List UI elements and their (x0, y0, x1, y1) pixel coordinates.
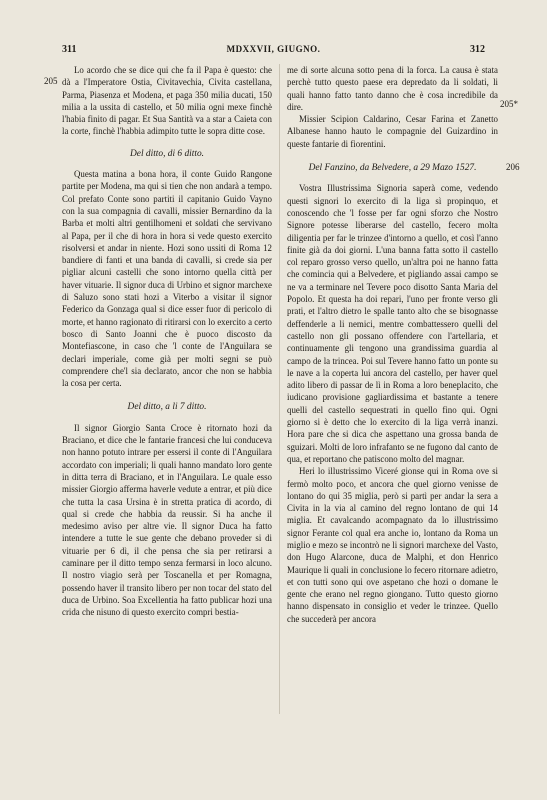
margin-note-206: 206 (506, 162, 520, 172)
right-column (287, 64, 498, 625)
paragraph: Missier Scipion Caldarino, Cesar Farina et Zanetto Albanese hanno hauto le compagnie del Guizardino in queste fantarie di fiorentini. (287, 114, 498, 149)
paragraph: me di sorte alcuna sotto pena di la forca. La causa è stata perchè tutto questo paese era depredato da li soldati, li quali hanno fatto tanto danno che è cosa incredibile da dire. (287, 65, 498, 112)
page-header (0, 44, 547, 60)
dispatch-heading: Del ditto, a li 7 ditto. (127, 402, 207, 413)
paragraph: Questa matina a bona hora, il conte Guido Rangone partite per Modena, ma qui si tien che non andarà a tempo. Col prefato Conte sono partiti il capitanio Guido Vayno con la sua compagnia di cavalli, missier Bernardino da la Barba et molti altri gentilhomeni et soldati che servivano al Papa, per il che di hora in hora si vede questo exercito risolversi et andar in niente. Hozi sono ussiti di Roma 12 bandiere di fanti et una banda di cavalli, si crede sia per pigliar alcuni castelli che sono intorno quella città per haver vituarie. Il signor duca di Urbino et signor marchexe di Saluzo sono stati hozi a Viterbo a visitar il signor Federico da Gonzaga qual si dice esser fuor di pericolo di morte, et hanno ragionato di ritirarsi con lo exercito a certo bosco di Santo Joanni che è puoco discosto da Montefiascone, in caso che 'l conte de l'Anguilara se declari imperiale, come già per molti segni se può comprendere che'l sia declarato, ancor che non se habbia la cosa per certa. (62, 169, 272, 389)
column-divider (279, 64, 280, 714)
running-title: MDXXVII, GIUGNO. (226, 44, 321, 54)
dispatch-heading: Del Fanzino, da Belvedere, a 29 Mazo 1527. (308, 163, 477, 174)
page-number-left: 311 (62, 44, 77, 55)
paragraph: Lo acordo che se dice qui che fa il Papa è questo: che dà a l'Imperatore Ostia, Civitavechia, Civita castellana, Parma, Piasenza et Modena, et paga 350 milia ducati, 150 milia a la ussita di castello, et 50 milia ogni mexe finchè l'habia finito di pagar. Et Sua Santità va a star a Caieta con la corte, finchè l'habbia adimpito tutte le sopra ditte cose. (62, 65, 272, 137)
margin-note-205-right: 205* (500, 99, 518, 109)
left-column (62, 64, 272, 618)
paragraph: Heri lo illustrissimo Viceré gionse qui in Roma ove si fermò molto poco, et ancora che quel giorno venisse de lontano do qui 35 miglia, però si partì per andar la sera a Civita in la via al camino del regno lontano de qui 14 miglia. Et cavalcando acompagnato da lo illustrissimo signor Ferante col qual era anche io, lontano da Roma un miglio e mezo se incontrò ne li signori marchexe del Vasto, don Hugo Alarcone, duca de Malphi, et don Henrico Maurique li quali in conclusione lo fecero ritornare adietro, et con tutti sono qui ove aspetano che hozi o domane le gente che erano nel regno giongano. Tutto questo giorno hanno dispensato in consiglio et veder le trinzee. Quello che succederà per ancora (287, 466, 498, 624)
page-number-right: 312 (470, 44, 485, 55)
paragraph: Il signor Giorgio Santa Croce è ritornato hozi da Braciano, et dice che le fantarie francesi che lui conduceva non hanno potuto intrare per essersi il conte di l'Anguilara accordato con imperiali; li quali hanno mandato loro gente in ditta terra di Braciano, et in l'Anguilara. Le quale esso missier Giorgio afferma haverle vedute a entrar, et più dice che tutta la casa Ursina è in stretta pratica di acordo, di qual si crede che habbia da reussir. Si ha anche il medesimo aviso per altre vie. Il signor Duca ha fatto intendere a tutte le sue gente che debano proveder si di vituarie per 6 dì, il che pensa che sia per retirarsi a caminare per il ditto tempo senza fermarsi in loco alcuno. Il nostro viagio serà per Toscanella et per Romagna, possendo haver il transito libero per non tocar del stato del duca de Urbino. Soa Excellentia ha fatto publicar hozi una crida che nisuno di questo exercito compri bestia- (62, 422, 272, 618)
dispatch-heading: Del ditto, di 6 ditto. (130, 148, 204, 159)
margin-note-205-left: 205 (44, 76, 58, 86)
paragraph: Vostra Illustrissima Signoria saperà come, vedendo questi signori lo exercito di la liga sì propinquo, et conoscendo che 'l fosse per far ogni sforzo che Nostro Signore potesse liberarse del castello, fecero molta diligentia per far le trinzee d'intorno a quello, et così l'anno finite già da doi giorni. L'una banna fatta sotto il castello col reparo grosso verso quello, un'altra poi ne hanno fatta che comincia qui a Belvedere, et pigliando assai campo se ne va a terminare nel Tevere poco disotto Santa Maria del Popolo. Et questa ha doi repari, l'uno per fronte verso gli prati, et l'altro dietro le spalle tanto alto che se bisognasse deffenderle a li nemici, mentre combattessero quelli del castello non gli possano offendere con l'artellaria, et continuamente gli tengono una grandissima guardia al campo de la trincea. Poi sul Tevere hanno fatto un ponte su le nave a la coperta lui ancora del castello, per haver quel adito libero di passar de lì in Roma a loro beneplacito, che iudicano provisione gagliardissima et bastante a tenere quelli del castello sequestrati in quello fino qui. Ogni giorno si è detto che lo exercito di la liga verrà inanzi. Hora pare che si dica che aspettano una grossa banda de sguizari. Molti de loro infrafanto se ne fugono dal canto de qua, et reportano che patiscono molto del magnar. (287, 183, 498, 464)
